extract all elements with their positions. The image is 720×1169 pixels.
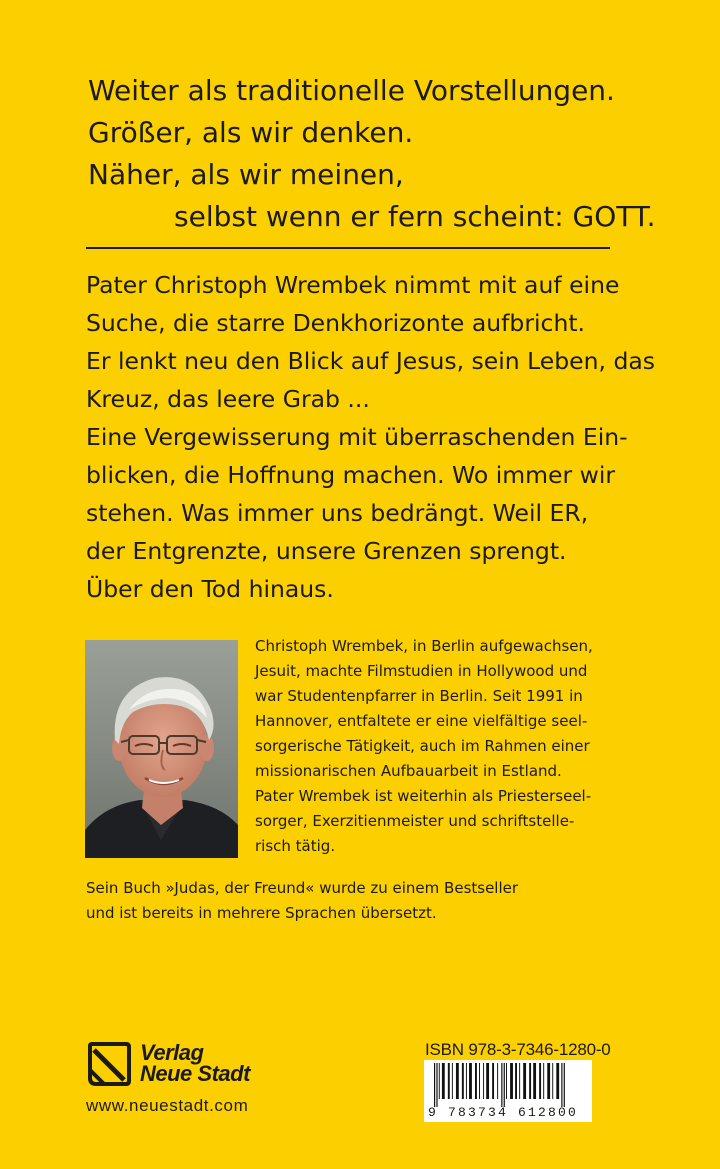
blurb-line: Suche, die starre Denkhorizonte aufbricht. [86,309,586,337]
barcode-digits [424,1105,592,1120]
barcode-bar [456,1063,459,1099]
bio-line: Hannover, entfaltete er eine vielfältige seel- [255,712,588,730]
barcode-bar [564,1063,565,1107]
tagline [88,70,656,238]
blurb-line: Kreuz, das leere Grab ... [86,385,370,413]
bio-line: missionarischen Aufbauarbeit in Estland. [255,762,562,780]
book-note [86,876,686,926]
barcode-bar [483,1063,484,1099]
barcode-bar [479,1063,480,1099]
barcode-bar [436,1063,437,1107]
barcode-bar [486,1063,489,1099]
barcode-bar [547,1063,550,1099]
barcode-digits-text: 9 783734 612800 [428,1105,579,1120]
blurb-line: Eine Vergewisserung mit überraschenden Ein- [86,423,628,451]
barcode-bar [510,1063,513,1099]
barcode-bar [506,1063,507,1099]
blurb-line: der Entgrenzte, unsere Grenzen sprengt. [86,537,567,565]
barcode-bar [501,1063,502,1107]
barcode-bar [466,1063,467,1099]
barcode-bar [543,1063,544,1099]
barcode-bar [556,1063,559,1099]
barcode-bar [561,1063,562,1107]
publisher-name-line1: Verlag [140,1040,204,1065]
bio-line: Christoph Wrembek, in Berlin aufgewachsen, [255,637,593,655]
barcode-bar [497,1063,498,1099]
isbn-label: ISBN 978-3-7346-1280-0 [425,1040,611,1059]
bio-line: war Studentenpfarrer in Berlin. Seit 1991 in [255,687,583,705]
bio-line: sorger, Exerzitienmeister und schriftstelle- [255,812,575,830]
blurb-line: Über den Tod hinaus. [86,575,334,603]
barcode-bar [552,1063,553,1099]
publisher-name [140,1042,250,1084]
bio-line: Pater Wrembek ist weiterhin als Priesterseel- [255,787,592,805]
bio-line: Jesuit, machte Filmstudien in Hollywood und [255,662,588,680]
tagline-line: Näher, als wir meinen, [88,158,404,191]
book-note-line: und ist bereits in mehrere Sprachen übersetzt. [86,904,437,922]
tagline-line: selbst wenn er fern scheint: GOTT. [174,200,656,233]
barcode-bar [442,1063,445,1099]
publisher-logo [86,1040,296,1090]
author-bio [255,634,705,859]
barcode-bar [523,1063,526,1099]
divider [86,247,610,249]
barcode-bar [515,1063,517,1099]
barcode-bar [448,1063,450,1099]
tagline-line: Weiter als traditionelle Vorstellungen. [88,74,615,107]
tagline-line: Größer, als wir denken. [88,116,414,149]
blurb-line: blicken, die Hoffnung machen. Wo immer wir [86,461,616,489]
bio-line: sorgerische Tätigkeit, auch im Rahmen einer [255,737,590,755]
bio-line: risch tätig. [255,837,336,855]
barcode-bar [539,1063,541,1099]
barcode-bar [475,1063,477,1099]
blurb-line: stehen. Was immer uns bedrängt. Weil ER, [86,499,589,527]
author-photo [85,640,238,858]
barcode-bar [519,1063,520,1099]
publisher-name-line2: Neue Stadt [140,1061,250,1086]
book-note-line: Sein Buch »Judas, der Freund« wurde zu einem Bestseller [86,879,519,897]
blurb-line: Er lenkt neu den Blick auf Jesus, sein Leben, das [86,347,656,375]
barcode-bar [434,1063,435,1107]
barcode-bar [452,1063,453,1099]
barcode-bar [439,1063,440,1099]
blurb-line: Pater Christoph Wrembek nimmt mit auf eine [86,271,620,299]
publisher-website: www.neuestadt.com [86,1096,249,1115]
barcode-bar [504,1063,505,1107]
publisher-logo-icon [86,1040,132,1088]
barcode-bar [533,1063,536,1099]
barcode-bar [462,1063,464,1099]
barcode-bar [469,1063,472,1099]
barcode-bar [529,1063,531,1099]
barcode-bar [492,1063,494,1099]
blurb [86,266,656,608]
